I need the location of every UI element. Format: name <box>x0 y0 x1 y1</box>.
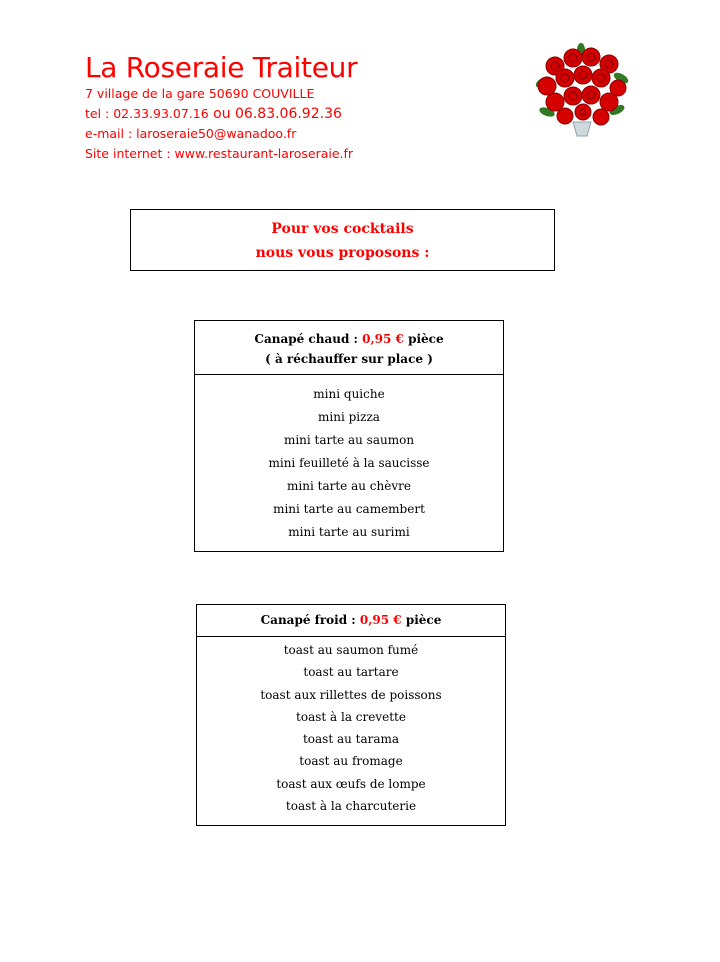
list-item: toast à la charcuterie <box>285 799 417 814</box>
cold-canape-header <box>197 605 505 637</box>
list-item: toast au saumon fumé <box>283 643 419 657</box>
email-line: e-mail : laroseraie50@wanadoo.fr <box>85 126 297 141</box>
letterhead <box>85 52 357 164</box>
hot-canape-unit: pièce <box>403 332 444 346</box>
hot-canape-name: Canapé chaud : <box>254 332 363 346</box>
phone-line <box>85 104 357 124</box>
phone-primary: 02.33.93.07.16 <box>113 106 209 121</box>
cold-canape-unit: pièce <box>401 613 442 627</box>
intro-box <box>130 209 555 271</box>
list-item: mini feuilleté à la saucisse <box>268 456 430 470</box>
phone-secondary: 06.83.06.92.36 <box>235 106 342 122</box>
hot-canape-title <box>195 329 503 349</box>
list-item: toast à la crevette <box>296 709 406 724</box>
hot-canape-menu <box>194 320 504 552</box>
list-item: toast au fromage <box>299 754 403 769</box>
address-line: 7 village de la gare 50690 COUVILLE <box>85 86 315 101</box>
rose-bouquet-icon <box>533 42 631 138</box>
hot-canape-header <box>195 321 503 375</box>
website-line: Site internet : www.restaurant-laroseraie.fr <box>85 146 354 161</box>
list-item: mini tarte au camembert <box>273 502 425 516</box>
list-item: toast aux œufs de lompe <box>276 776 426 791</box>
cold-canape-menu <box>196 604 506 826</box>
list-item: mini tarte au chèvre <box>287 479 411 493</box>
cold-canape-name: Canapé froid : <box>260 613 360 627</box>
hot-canape-price: 0,95 € <box>362 332 404 346</box>
list-item: toast au tarama <box>302 732 400 747</box>
list-item: mini pizza <box>318 410 380 424</box>
cold-canape-price: 0,95 € <box>359 613 402 627</box>
list-item: mini quiche <box>313 387 385 401</box>
phone-label: tel : <box>85 106 114 121</box>
intro-line-1: Pour vos cocktails <box>271 221 414 237</box>
phone-separator: ou <box>208 106 236 122</box>
hot-canape-note: ( à réchauffer sur place ) <box>265 352 433 366</box>
cold-canape-list <box>197 637 505 817</box>
brand-title: La Roseraie Traiteur <box>85 51 358 84</box>
list-item: mini tarte au saumon <box>283 433 415 447</box>
list-item: toast aux rillettes de poissons <box>260 687 442 702</box>
hot-canape-list <box>195 375 503 544</box>
list-item: mini tarte au surimi <box>288 525 410 539</box>
intro-line-2: nous vous proposons : <box>255 245 430 261</box>
list-item: toast au tartare <box>303 665 399 680</box>
